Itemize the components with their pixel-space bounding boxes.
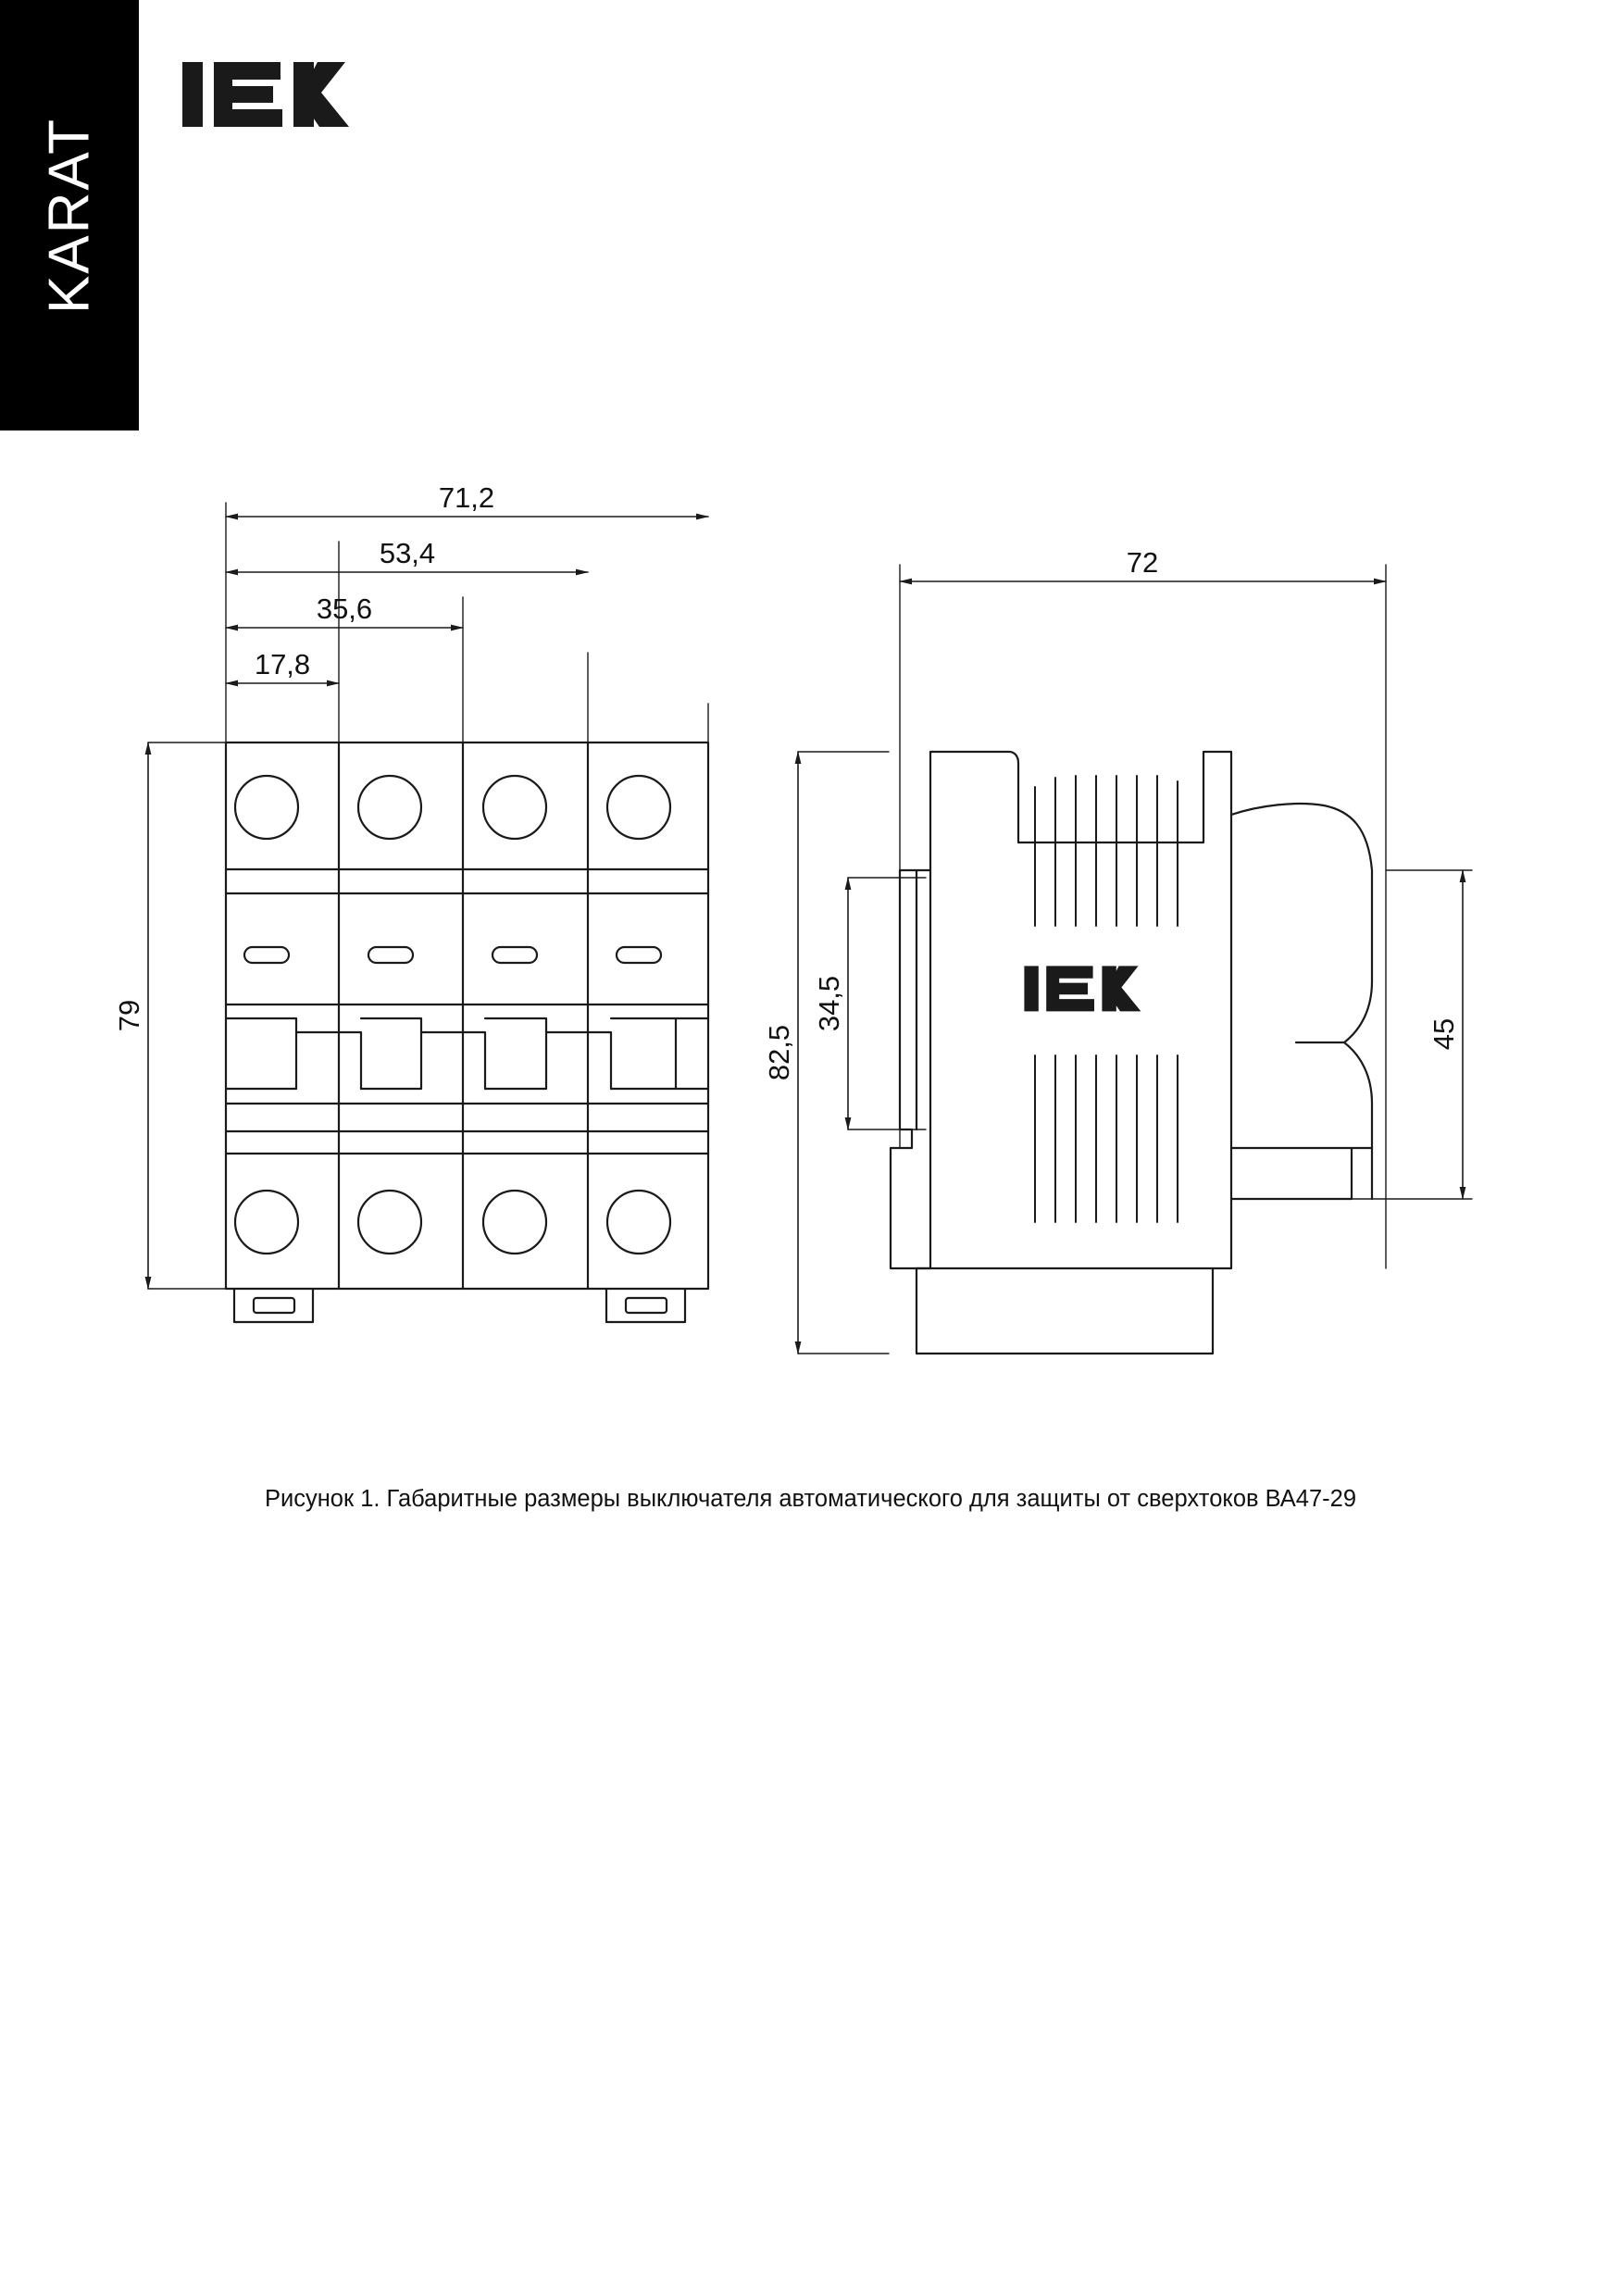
dim-label-82-5: 82,5 <box>763 1024 795 1081</box>
dimension-drawing <box>0 407 1621 1454</box>
dim-label-34-5: 34,5 <box>813 975 845 1032</box>
dim-34-5 <box>848 878 926 1129</box>
figure-caption <box>0 1486 1621 1513</box>
iek-logo <box>181 51 366 139</box>
dim-label-35-6: 35,6 <box>316 593 373 625</box>
brand-tab-label: KARAT <box>37 117 102 314</box>
dim-82-5 <box>798 752 889 1354</box>
dim-label-72: 72 <box>1126 546 1159 579</box>
brand-tab <box>0 0 139 430</box>
dim-label-17-8: 17,8 <box>254 648 311 680</box>
dim-79 <box>148 742 226 1289</box>
figure-caption-text: Рисунок 1. Габаритные размеры выключателя автоматического для защиты от сверхтоков ВА47-29 <box>264 1486 1357 1512</box>
dim-label-79: 79 <box>113 999 145 1032</box>
dim-label-45: 45 <box>1428 1017 1460 1051</box>
side-view <box>798 565 1472 1354</box>
front-view <box>148 503 708 1322</box>
drawing-svg <box>0 407 1621 1454</box>
dim-label-71-2: 71,2 <box>438 481 495 514</box>
dim-label-53-4: 53,4 <box>379 537 436 569</box>
iek-logo-side <box>1024 966 1141 1011</box>
